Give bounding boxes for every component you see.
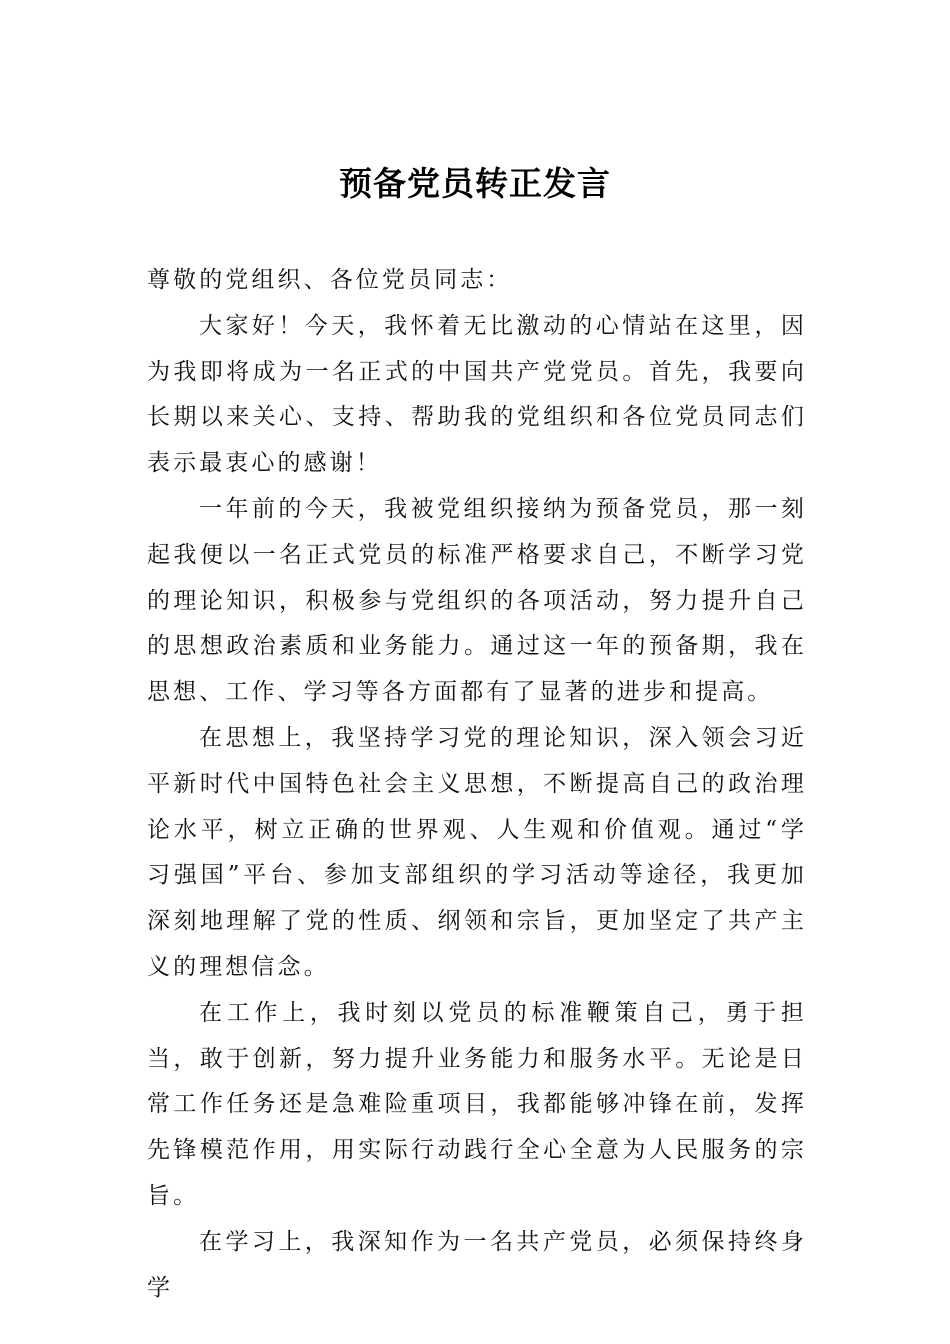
salutation: 尊敬的党组织、各位党员同志： [147, 267, 513, 293]
document-title: 预备党员转正发言 [339, 164, 611, 203]
paragraph-2: 一年前的今天，我被党组织接纳为预备党员，那一刻起我便以一名正式党员的标准严格要求自己，不断学习党的理论知识，积极参与党组织的各项活动，努力提升自己的思想政治素质和业务能力。通过这一年的预备期，我在思想、工作、学习等各方面都有了显著的进步和提高。 [147, 495, 807, 706]
paragraph-5: 在学习上，我深知作为一名共产党员，必须保持终身学 [147, 1228, 807, 1301]
paragraph-1: 大家好！今天，我怀着无比激动的心情站在这里，因为我即将成为一名正式的中国共产党党员。首先，我要向长期以来关心、支持、帮助我的党组织和各位党员同志们表示最衷心的感谢！ [147, 312, 807, 477]
paragraph-3: 在思想上，我坚持学习党的理论知识，深入领会习近平新时代中国特色社会主义思想，不断提高自己的政治理论水平，树立正确的世界观、人生观和价值观。通过“学习强国”平台、参加支部组织的学习活动等途径，我更加深刻地理解了党的性质、纲领和宗旨，更加坚定了共产主义的理想信念。 [147, 724, 807, 980]
paragraph-4: 在工作上，我时刻以党员的标准鞭策自己，勇于担当，敢于创新，努力提升业务能力和服务水平。无论是日常工作任务还是急难险重项目，我都能够冲锋在前，发挥先锋模范作用，用实际行动践行全心全意为人民服务的宗旨。 [147, 999, 807, 1209]
document-body [147, 258, 807, 1311]
